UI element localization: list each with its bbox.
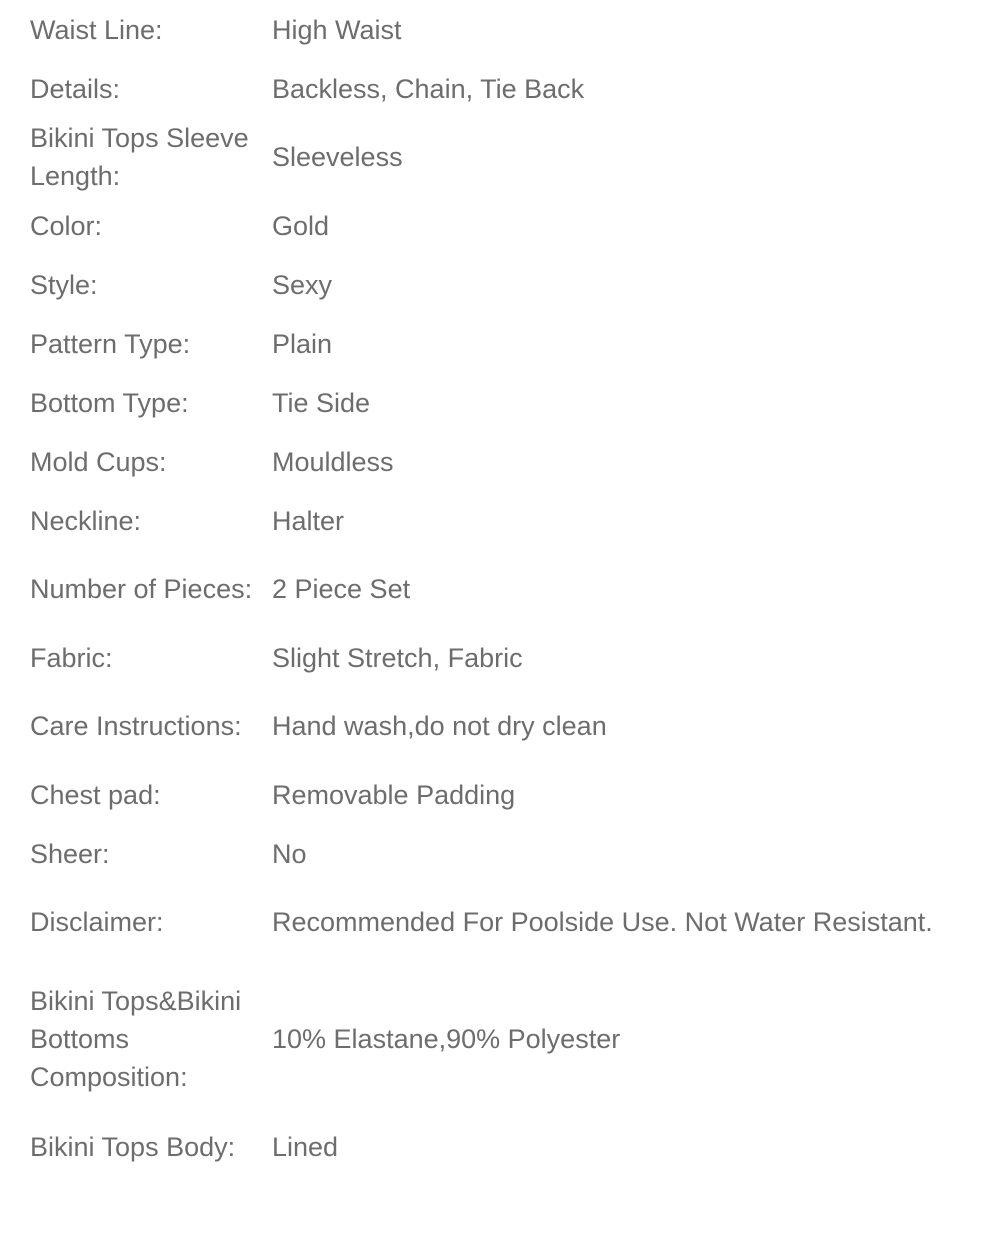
table-row: [0, 196, 988, 255]
spec-value: Mouldless: [272, 446, 394, 477]
table-row: [0, 373, 988, 432]
spec-label: Chest pad:: [30, 779, 161, 810]
spec-label: Waist Line:: [30, 14, 163, 45]
spec-value: Halter: [272, 505, 345, 536]
table-row: [0, 550, 988, 628]
spec-value: Plain: [272, 328, 333, 359]
table-row: [0, 824, 988, 883]
spec-label: Number of Pieces:: [30, 574, 253, 604]
spec-value: Hand wash,do not dry clean: [272, 711, 607, 741]
spec-label: Bikini Tops&Bikini Bottoms Composition:: [30, 986, 242, 1092]
table-row: [0, 628, 988, 687]
spec-label: Fabric:: [30, 642, 113, 673]
spec-value: Backless, Chain, Tie Back: [272, 73, 585, 104]
table-row: [0, 432, 988, 491]
table-row: [0, 491, 988, 550]
table-row: [0, 255, 988, 314]
spec-label: Color:: [30, 210, 103, 241]
table-row: [0, 687, 988, 765]
table-row: [0, 0, 988, 59]
spec-value: Sexy: [272, 269, 333, 300]
spec-value: Slight Stretch, Fabric: [272, 642, 523, 673]
spec-label: Neckline:: [30, 505, 142, 536]
spec-label: Bottom Type:: [30, 387, 189, 418]
spec-value: Removable Padding: [272, 779, 516, 810]
spec-value: 10% Elastane,90% Polyester: [272, 1024, 621, 1054]
spec-label: Bikini Tops Sleeve Length:: [30, 123, 249, 191]
spec-value: High Waist: [272, 14, 402, 45]
spec-value: Lined: [272, 1131, 339, 1162]
spec-value: Sleeveless: [272, 142, 403, 172]
table-row: [0, 118, 988, 196]
spec-value: Recommended For Poolside Use. Not Water Resistant.: [272, 907, 933, 937]
table-row: [0, 314, 988, 373]
spec-label: Disclaimer:: [30, 907, 164, 937]
spec-value: 2 Piece Set: [272, 574, 411, 604]
table-row: [0, 1117, 988, 1176]
spec-value: Tie Side: [272, 387, 371, 418]
table-row: [0, 765, 988, 824]
spec-value: Gold: [272, 210, 330, 241]
spec-label: Care Instructions:: [30, 711, 242, 741]
spec-label: Sheer:: [30, 838, 110, 869]
spec-label: Bikini Tops Body:: [30, 1131, 236, 1162]
spec-label: Pattern Type:: [30, 328, 191, 359]
spec-value: No: [272, 838, 307, 869]
spec-label: Style:: [30, 269, 98, 300]
spec-label: Mold Cups:: [30, 446, 167, 477]
table-row: [0, 883, 988, 961]
spec-label: Details:: [30, 73, 121, 104]
table-row: [0, 59, 988, 118]
table-row: [0, 961, 988, 1117]
